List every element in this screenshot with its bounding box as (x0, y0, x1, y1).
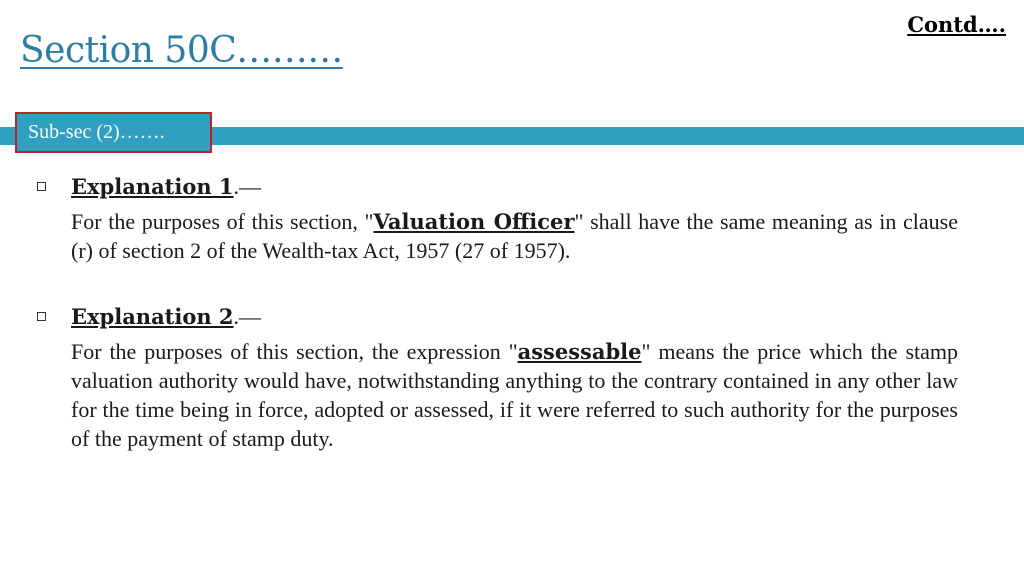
explanation-heading (71, 302, 958, 331)
explanation-text-before: For the purposes of this section, " (71, 209, 374, 234)
explanation-heading-suffix: .— (233, 304, 262, 329)
explanation-heading (71, 172, 958, 201)
explanation-item (34, 302, 958, 453)
explanation-text-before: For the purposes of this section, the expression " (71, 339, 518, 364)
explanation-heading-label: Explanation 1 (71, 174, 234, 199)
explanation-text (71, 207, 958, 265)
explanation-text (71, 337, 958, 453)
slide-title: Section 50C……… (20, 30, 343, 71)
explanation-item (34, 172, 958, 265)
slide-content (34, 170, 958, 453)
explanation-text-after: " shall have the same meaning as in clause (r) of section 2 of the Wealth-tax Act, 1957 (27 of 1957). (71, 209, 959, 263)
square-bullet-icon (37, 182, 46, 191)
explanation-heading-suffix: .— (233, 174, 262, 199)
explanation-text-after: " means the price which the stamp valuation authority would have, notwithstanding anything to the contrary contained in any other law for the time being in force, adopted or assessed, if it were referred to such authority for the purposes of the payment of stamp duty. (71, 339, 958, 451)
explanation-keyword: assessable (517, 339, 642, 364)
contd-label: Contd…. (907, 12, 1006, 37)
subsection-label-box (15, 112, 212, 153)
explanation-heading-label: Explanation 2 (71, 304, 234, 329)
subsection-label: Sub-sec (2)……. (28, 121, 165, 143)
explanation-keyword: Valuation Officer (373, 209, 575, 234)
square-bullet-icon (37, 312, 46, 321)
